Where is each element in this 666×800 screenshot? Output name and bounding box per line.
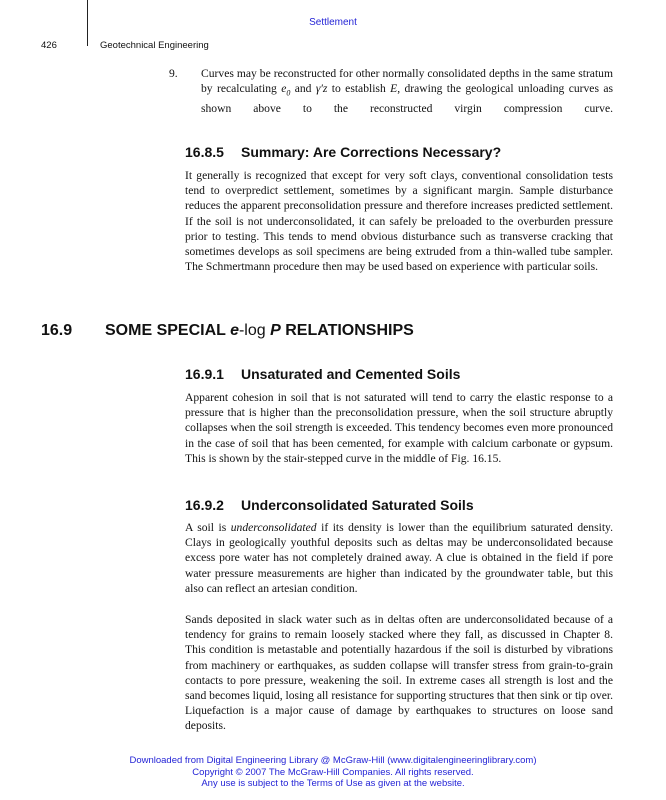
paragraph-summary: It generally is recognized that except for very soft clays, conventional consolidation tests tend to overpredict settlement, sometimes by a significant margin. Sample disturbance reduces the apparent preconsolidation pressure and therefore increases predicted settlement. If the soil is not underconsolidated, it can safely be preloaded to the overburden pressure prior to testing. This tends to mend obvious disturbance such as transverse cracking that sometimes develops as soil specimens are being extruded from a thin-walled tube sampler. The Schmertmann procedure then may be used based on experience with particular soils. <box>185 169 613 274</box>
heading-symbol-e: e <box>230 322 239 339</box>
footer-terms-link[interactable]: Any use is subject to the Terms of Use as given at the website. <box>201 778 465 789</box>
footer-download-link[interactable]: Downloaded from Digital Engineering Library @ McGraw-Hill (www.digitalengineeringlibrary.com) <box>129 755 537 766</box>
heading-number: 16.9.1 <box>185 366 224 382</box>
item-9-post: , drawing the geological unloading curves as shown above to the reconstructed virgin compression curve. <box>201 82 613 115</box>
heading-16-9-1 <box>185 366 460 382</box>
section-link-settlement[interactable]: Settlement <box>309 17 357 28</box>
footer-copyright: Copyright © 2007 The McGraw-Hill Companies. All rights reserved. <box>192 766 474 778</box>
paragraph-unsaturated: Apparent cohesion in soil that is not saturated will tend to carry the elastic response to a pressure that is higher than the preconsolidation pressure, when the soil structure abruptly collapses when the soil strength is exceeded. This tendency becomes even more pronounced in the case of soil that has been cemented, for example with calcium carbonate or gypsum. This is shown by the stair-stepped curve in the middle of Fig. 16.15. <box>185 391 613 465</box>
heading-title-mid: -log <box>238 322 271 339</box>
header-rule <box>87 0 88 46</box>
heading-16-9-2 <box>185 497 474 513</box>
heading-number: 16.9.2 <box>185 497 224 513</box>
heading-title: Underconsolidated Saturated Soils <box>241 497 474 513</box>
paragraph-underconsolidated-1 <box>185 520 613 596</box>
p1-pre: A soil is <box>185 521 231 534</box>
page-number: 426 <box>41 40 57 51</box>
heading-title: Summary: Are Corrections Necessary? <box>241 144 502 160</box>
heading-number: 16.9 <box>41 322 73 339</box>
footer <box>0 755 666 790</box>
item-9-mid: to establish <box>327 82 391 96</box>
symbol-gamma-z: γ′z <box>315 82 328 96</box>
item-9-and: and <box>290 82 316 96</box>
heading-16-9 <box>41 322 414 340</box>
term-underconsolidated: underconsolidated <box>230 521 317 534</box>
item-9-text <box>169 66 613 116</box>
heading-number: 16.8.5 <box>185 144 224 160</box>
heading-16-8-5 <box>185 144 501 160</box>
p1-post: if its density is lower than the equilibrium saturated density. Clays in geologically youthful deposits such as deltas may be underconsolidated because excess pore water has not completely drained away. A clue is obtained in the field if pore water pressure measurements are higher than indicated by the groundwater table, but this also can reflect an artesian condition. <box>185 521 613 595</box>
numbered-item-9 <box>169 66 613 116</box>
heading-title-pre: SOME SPECIAL <box>105 322 231 339</box>
symbol-E: E <box>390 82 398 96</box>
heading-symbol-P: P <box>270 322 281 339</box>
symbol-e0: $e_0$ <box>281 82 291 98</box>
running-head: Geotechnical Engineering <box>100 40 209 51</box>
item-9-pre: Curves may be reconstructed for other normally consolidated depths in the same stratum by recalculating <box>201 67 613 96</box>
paragraph-underconsolidated-2: Sands deposited in slack water such as in deltas often are underconsolidated because of a tendency for grains to remain loosely stacked where they fall, as discussed in Chapter 8. This condition is metastable and potentially hazardous if the soil is disturbed by vibrations from machinery or earthquakes, as sudden collapse will transfer stress from grain-to-grain contacts to pore pressure, weakening the soil. In extreme cases all strength is lost and the sand becomes liquid, losing all resistance for supporting structures that then sink or tip over. Liquefaction is a major cause of damage by earthquakes to structures on loose sand deposits. <box>185 613 613 733</box>
item-9-number: 9. <box>169 67 178 80</box>
heading-title: Unsaturated and Cemented Soils <box>241 366 461 382</box>
heading-title-post: RELATIONSHIPS <box>280 322 414 339</box>
